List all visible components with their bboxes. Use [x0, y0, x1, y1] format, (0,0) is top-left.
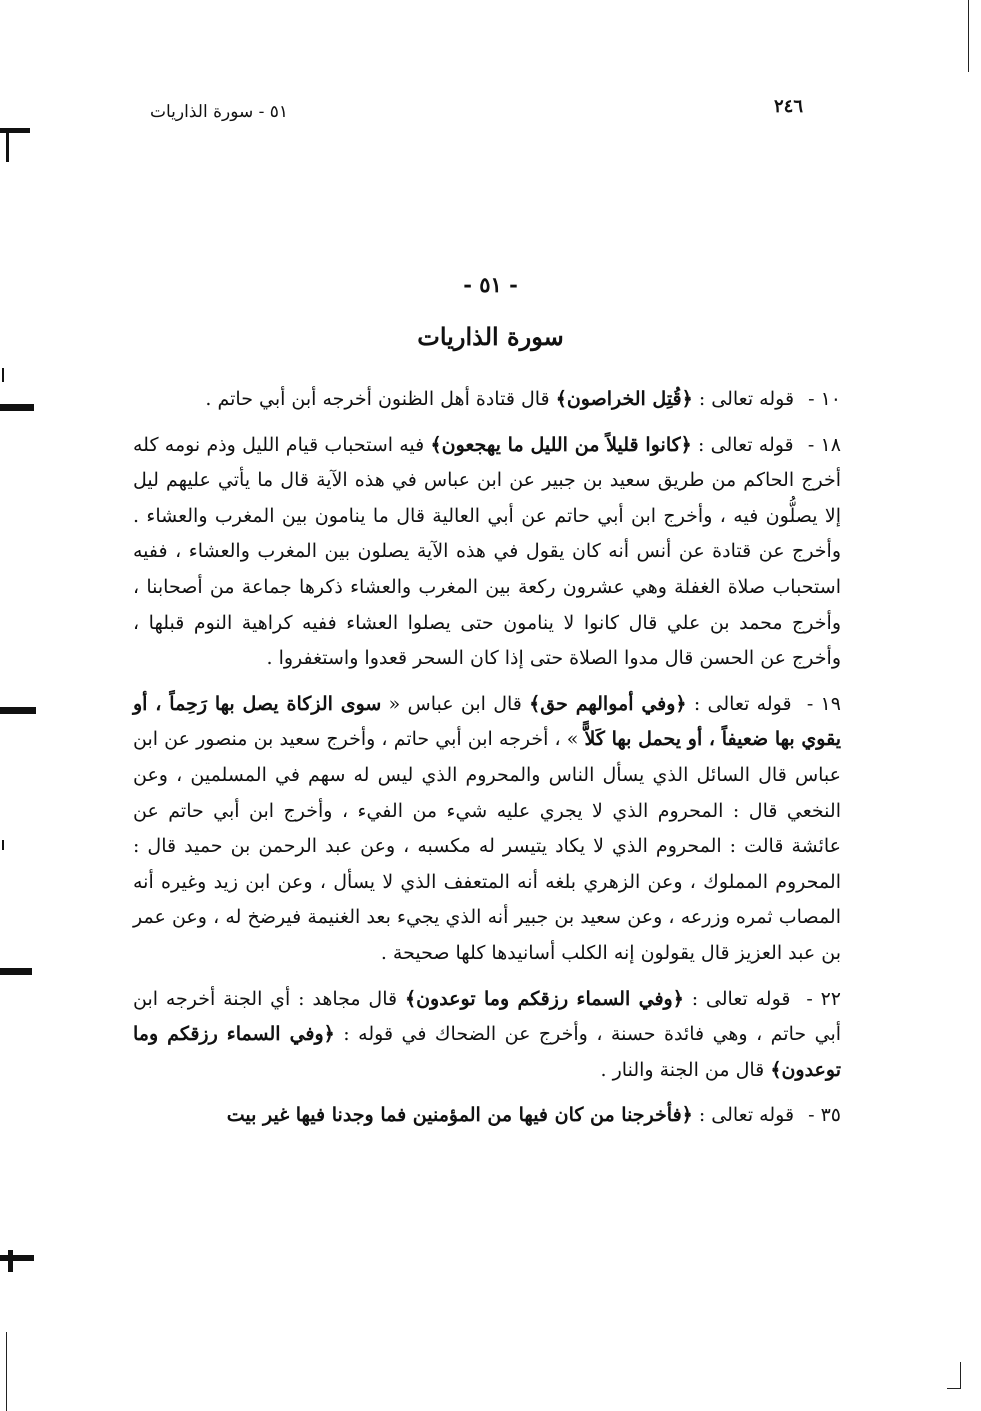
binding-mark: [8, 1250, 13, 1272]
entry-text: قال ابن عباس «: [388, 692, 522, 715]
verse-number: ٢٢ -: [806, 987, 841, 1010]
page-edge-line: [968, 0, 969, 72]
entry-text: قال من الجنة والنار .: [600, 1058, 765, 1081]
page-number: ٢٤٦: [773, 96, 803, 117]
verse-number: ١٨ -: [807, 433, 841, 456]
quran-quote: ﴿وفي السماء رزقكم وما توعدون﴾: [404, 987, 684, 1010]
verse-number: ١٠ -: [808, 388, 841, 410]
entry-lead: قوله تعالى :: [698, 1104, 795, 1127]
entry-paragraph: [133, 1098, 841, 1134]
quran-quote: ﴿كانوا قليلاً من الليل ما يهجعون﴾: [430, 433, 692, 456]
entry-text: قال قتادة أهل الظنون أخرجه أبن أبي حاتم .: [205, 388, 550, 410]
binding-mark: [0, 1255, 34, 1261]
binding-mark: [2, 368, 4, 382]
binding-mark: [6, 130, 9, 162]
binding-mark: [2, 840, 4, 850]
entry-paragraph: [133, 382, 841, 418]
quran-quote: ﴿وفي أموالهم حق﴾: [529, 692, 687, 715]
entry-lead: قوله تعالى :: [693, 692, 792, 715]
entry-paragraph: [133, 687, 841, 972]
surah-number: - ٥١ -: [463, 272, 518, 297]
commentary-body: [133, 382, 841, 1144]
running-header: ٥١ - سورة الذاريات: [150, 102, 289, 122]
binding-mark: [0, 404, 34, 411]
page-edge-line: [960, 1362, 961, 1389]
quran-quote: ﴿فأخرجنا من كان فيها من المؤمنين فما وجدنا فيها غير بيت: [226, 1104, 693, 1127]
verse-number: ٣٥ -: [808, 1104, 841, 1127]
entry-lead: قوله تعالى :: [698, 433, 794, 456]
entry-text: قال مجاهد : أي الجنة أخرجه ابن أبي حاتم ، وهي فائدة حسنة ، وأخرج عن الضحاك في قوله :: [133, 987, 842, 1046]
quran-quote: ﴿قُتِل الخراصون﴾: [555, 388, 693, 410]
entry-lead: قوله تعالى :: [691, 987, 791, 1010]
binding-mark: [0, 128, 30, 133]
quran-quote: ﴿وفي السماء رزقكم وما توعدون﴾: [133, 1023, 841, 1081]
entry-paragraph: [133, 428, 841, 677]
hadith-quote: سوى الزكاة يصل بها رَحِماً ، أو يقوي بها ضعيفاً ، أو يحمل بها كَلاًّ: [133, 692, 841, 751]
verse-number: ١٩ -: [806, 692, 841, 715]
binding-mark: [0, 707, 36, 714]
page-edge-line: [6, 1332, 7, 1411]
entry-paragraph: [133, 982, 841, 1089]
entry-lead: قوله تعالى :: [698, 388, 795, 410]
entry-text: » ، أخرجه ابن أبي حاتم ، وأخرج سعيد بن منصور عن ابن عباس قال السائل الذي يسأل الناس والمحروم الذي ليس له سهم في المسلمين ، وعن النخعي قال : المحروم الذي لا يجري عليه شيء من الفيء ، وأخرج ابن أبي حاتم عن عائشة قالت : المحروم الذي لا يكاد يتيسر له مكسبه ، وعن عبد الرحمن بن حميد قال : المحروم المملوك ، وعن الزهري بلغه أنه المتعفف الذي لا يسأل ، وعن ابن زيد وغيره أنه المصاب ثمره وزرعه ، وعن سعيد بن جبير أنه الذي يجيء بعد الغنيمة فيرضخ له ، وعن عمر بن عبد العزيز قال يقولون إنه الكلب أسانيدها كلها صحيحة .: [133, 728, 841, 964]
binding-mark: [0, 968, 32, 975]
entry-text: فيه استحباب قيام الليل وذم نومه كله أخرج الحاكم من طريق سعيد بن جبير عن ابن عباس في هذه الآية قال ما يأتي عليهم ليل إلا يصلُّون فيه ، وأخرج ابن أبي حاتم عن أبي العالية قال ما ينامون بين المغرب والعشاء . وأخرج عن قتادة عن أنس أنه كان يقول في هذه الآية يصلون بين المغرب والعشاء ، ففيه استحباب صلاة الغفلة وهي عشرون ركعة بين المغرب والعشاء ذكرها جماعة من أصحابنا ، وأخرج محمد بن علي قال كانوا لا ينامون حتى يصلوا العشاء ففيه كراهية النوم قبلها ، وأخرج عن الحسن قال مدوا الصلاة حتى إذا كان السحر قعدوا واستغفروا .: [133, 433, 841, 670]
page-edge-line: [947, 1388, 961, 1389]
surah-title: سورة الذاريات: [417, 322, 564, 351]
